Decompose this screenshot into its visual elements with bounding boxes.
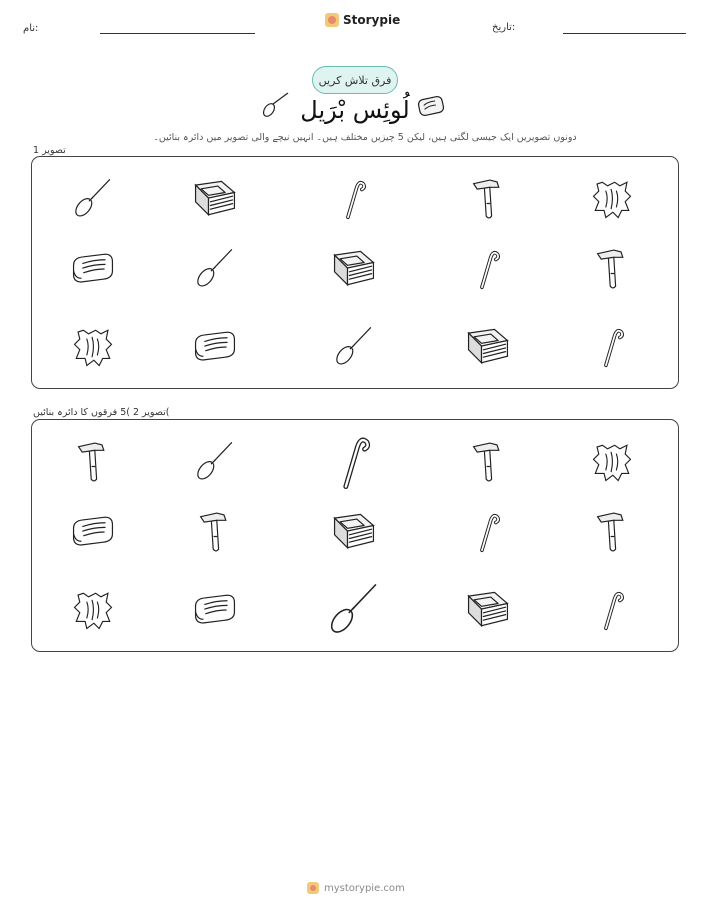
- cane-icon[interactable]: [587, 322, 637, 372]
- storypie-logo-icon: [325, 13, 339, 27]
- brand-name: Storypie: [343, 13, 401, 27]
- hammer-icon[interactable]: [587, 244, 637, 294]
- name-line[interactable]: [100, 33, 255, 34]
- picture-panel-1: [31, 156, 679, 389]
- soap-bar-icon[interactable]: [190, 585, 240, 635]
- footer-url[interactable]: mystorypie.com: [324, 882, 405, 894]
- awl-icon[interactable]: [190, 437, 240, 487]
- hammer-icon[interactable]: [190, 507, 240, 557]
- date-line[interactable]: [563, 33, 686, 34]
- awl-icon[interactable]: [329, 322, 379, 372]
- panel1-label: تصویر 1: [33, 145, 66, 156]
- book-icon[interactable]: [329, 244, 379, 294]
- leather-hide-icon[interactable]: [587, 437, 637, 487]
- book-icon[interactable]: [463, 322, 513, 372]
- hammer-icon[interactable]: [463, 174, 513, 224]
- instructions: دونوں تصویریں ایک جیسی لگتی ہیں، لیکن 5 چیزیں مختلف ہیں۔ انہیں نیچے والی تصویر میں دائرہ بنائیں۔: [153, 132, 577, 143]
- soap-bar-icon: [416, 95, 446, 117]
- hammer-icon[interactable]: [68, 437, 118, 487]
- panel2-label: تصویر 2 )5 فرقوں کا دائرہ بنائیں(: [33, 407, 170, 418]
- date-label: تاریخ:: [492, 22, 516, 33]
- hammer-icon[interactable]: [463, 437, 513, 487]
- awl-icon: [260, 92, 292, 120]
- leather-hide-icon[interactable]: [587, 174, 637, 224]
- page-title: لُوئِس بْرَیل: [300, 96, 410, 124]
- picture-panel-2: [31, 419, 679, 652]
- storypie-logo-icon: [307, 882, 319, 894]
- soap-bar-icon[interactable]: [68, 244, 118, 294]
- name-label: نام:: [23, 23, 39, 34]
- cane-icon[interactable]: [587, 585, 637, 635]
- cane-icon[interactable]: [320, 428, 388, 496]
- footer: [307, 882, 405, 894]
- awl-icon[interactable]: [322, 578, 387, 643]
- book-icon[interactable]: [190, 174, 240, 224]
- brand-logo: [325, 13, 400, 27]
- leather-hide-icon[interactable]: [68, 585, 118, 635]
- book-icon[interactable]: [463, 585, 513, 635]
- awl-icon[interactable]: [190, 244, 240, 294]
- activity-badge: فرق تلاش کریں: [312, 66, 398, 94]
- cane-icon[interactable]: [463, 507, 513, 557]
- cane-icon[interactable]: [329, 174, 379, 224]
- awl-icon[interactable]: [68, 174, 118, 224]
- soap-bar-icon[interactable]: [190, 322, 240, 372]
- soap-bar-icon[interactable]: [68, 507, 118, 557]
- leather-hide-icon[interactable]: [68, 322, 118, 372]
- book-icon[interactable]: [329, 507, 379, 557]
- cane-icon[interactable]: [463, 244, 513, 294]
- hammer-icon[interactable]: [587, 507, 637, 557]
